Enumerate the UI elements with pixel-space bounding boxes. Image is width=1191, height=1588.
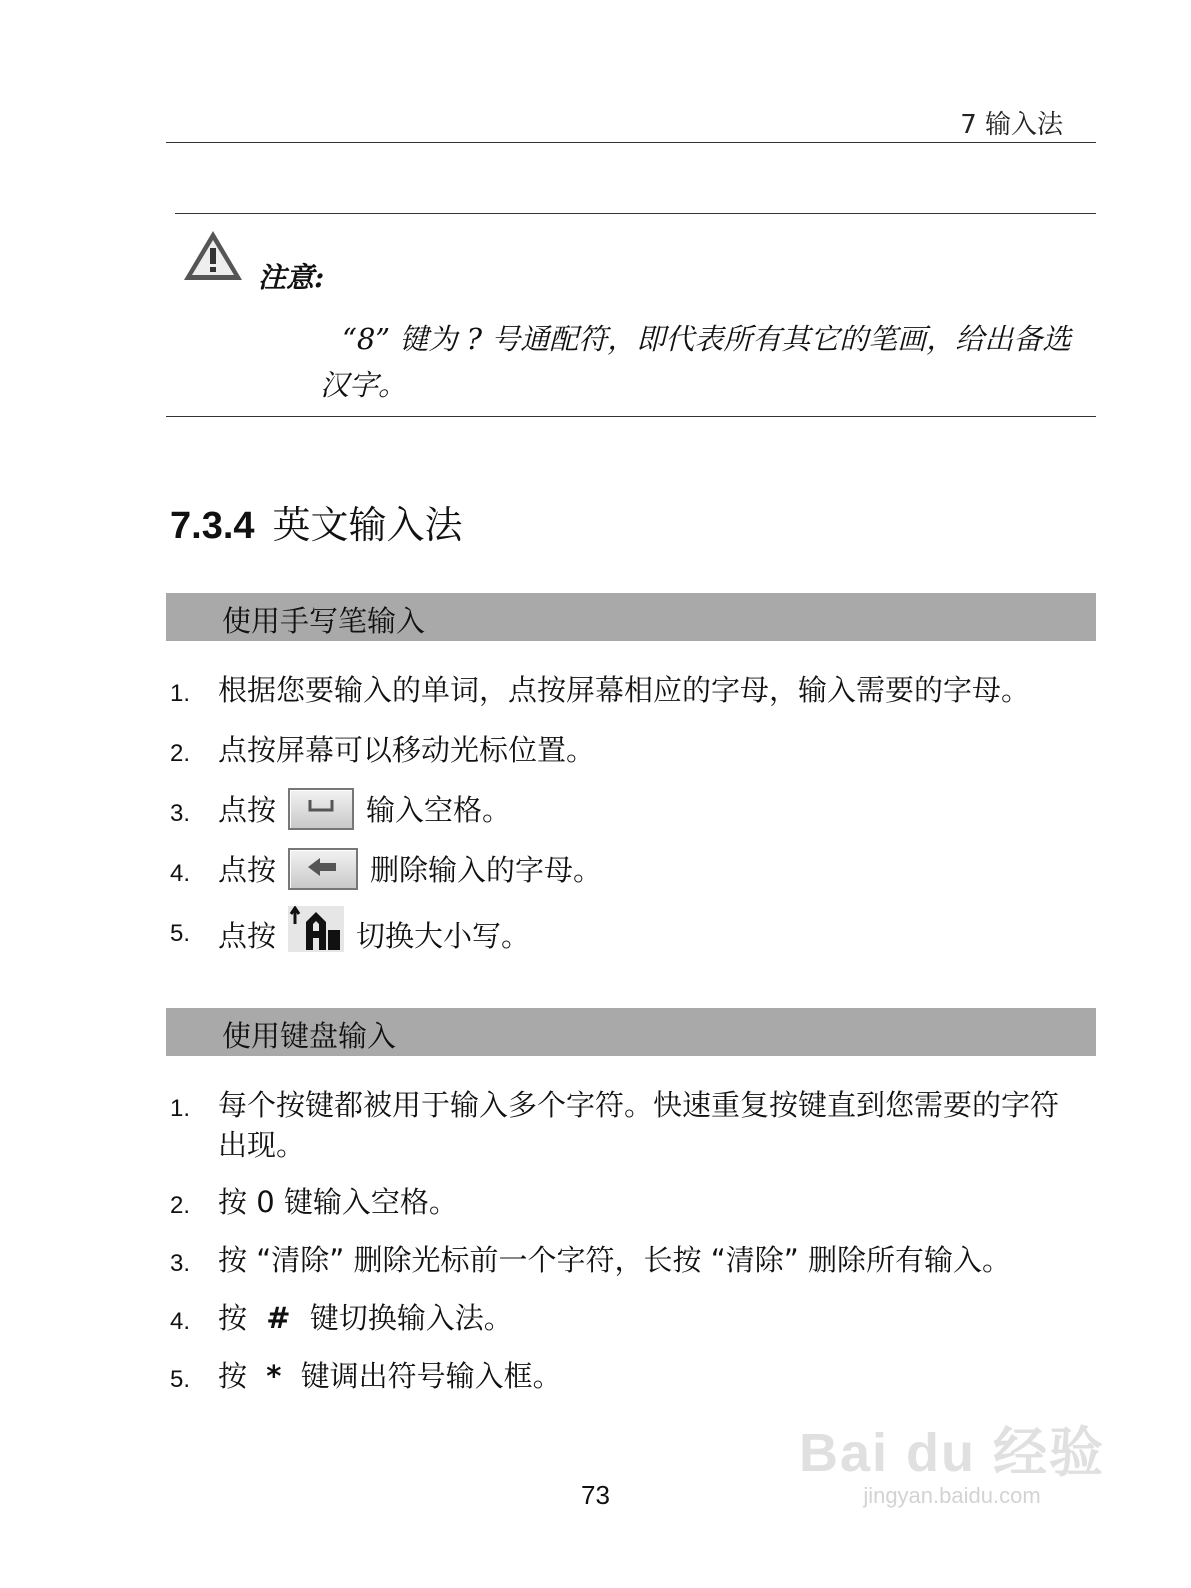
list-item <box>170 850 1100 910</box>
note-title: 注意: <box>258 261 325 294</box>
running-header: 7 输入法 <box>960 110 1063 140</box>
watermark-url: jingyan.baidu.com <box>863 1483 1041 1508</box>
item-text-before: 点按 <box>218 853 277 887</box>
section-title <box>170 494 463 549</box>
item-number: 3. <box>170 1250 191 1277</box>
item-text-before: 按 <box>218 1359 248 1393</box>
watermark <box>799 1410 1105 1509</box>
item-text <box>218 910 1100 966</box>
list-item <box>170 1240 1100 1298</box>
section-title-text: 英文输入法 <box>272 503 463 547</box>
list-item <box>170 1182 1100 1240</box>
keypad-heading: 使用键盘输入 <box>222 1019 397 1053</box>
item-text <box>218 1356 1100 1396</box>
item-text-after: 输入空格。 <box>366 793 512 827</box>
list-item <box>170 670 1100 730</box>
item-text-after: 切换大小写。 <box>356 919 531 953</box>
item-number: 5. <box>170 1366 191 1393</box>
item-text-before: 点按 <box>218 793 277 827</box>
item-text-after: 键切换输入法。 <box>309 1301 513 1335</box>
item-number: 5. <box>170 920 191 947</box>
item-number: 2. <box>170 740 191 767</box>
item-number: 2. <box>170 1192 191 1219</box>
backspace-key-icon <box>288 848 358 890</box>
stylus-heading-bar <box>166 593 1096 641</box>
item-text: 点按屏幕可以移动光标位置。 <box>218 733 596 767</box>
section-number: 7.3.4 <box>170 505 255 547</box>
item-number: 1. <box>170 680 191 707</box>
list-item <box>170 1085 1100 1182</box>
item-text: 每个按键都被用于输入多个字符。快速重复按键直到您需要的字符出现。 <box>218 1088 1060 1162</box>
warning-triangle-icon <box>181 228 245 284</box>
list-item <box>170 730 1100 790</box>
list-item <box>170 910 1100 970</box>
item-text: 根据您要输入的单词，点按屏幕相应的字母，输入需要的字母。 <box>218 673 1031 707</box>
header-rule <box>166 142 1096 143</box>
watermark-brand: Bai du 经验 <box>798 1423 1105 1483</box>
caps-toggle-icon <box>288 906 344 962</box>
list-item <box>170 790 1100 850</box>
note-top-rule <box>175 213 1096 214</box>
item-text-before: 按 <box>218 1301 248 1335</box>
item-number: 4. <box>170 860 191 887</box>
star-key-label: * <box>266 1359 282 1393</box>
keypad-heading-bar <box>166 1008 1096 1056</box>
item-number: 4. <box>170 1308 191 1335</box>
item-text <box>218 850 1100 893</box>
item-text-before: 点按 <box>218 919 277 953</box>
list-item <box>170 1356 1100 1414</box>
list-item <box>170 1298 1100 1356</box>
item-number: 1. <box>170 1095 191 1122</box>
item-text: 按 “清除” 删除光标前一个字符，长按 “清除” 删除所有输入。 <box>218 1243 1011 1277</box>
stylus-heading: 使用手写笔输入 <box>222 604 426 638</box>
item-number: 3. <box>170 800 191 827</box>
space-key-icon <box>288 788 354 830</box>
stylus-list <box>170 670 1100 970</box>
item-text: 按 0 键输入空格。 <box>218 1185 458 1219</box>
note-text: “8” 键为 ? 号通配符，即代表所有其它的笔画，给出备选汉字。 <box>320 322 1072 402</box>
item-text-after: 键调出符号输入框。 <box>300 1359 562 1393</box>
item-text <box>218 790 1100 833</box>
page-number: 73 <box>581 1480 610 1510</box>
item-text <box>218 1298 1100 1338</box>
keypad-list <box>170 1085 1100 1414</box>
note-bottom-rule <box>166 416 1096 417</box>
item-text-after: 删除输入的字母。 <box>370 853 603 887</box>
hash-key-label: # <box>266 1301 291 1335</box>
